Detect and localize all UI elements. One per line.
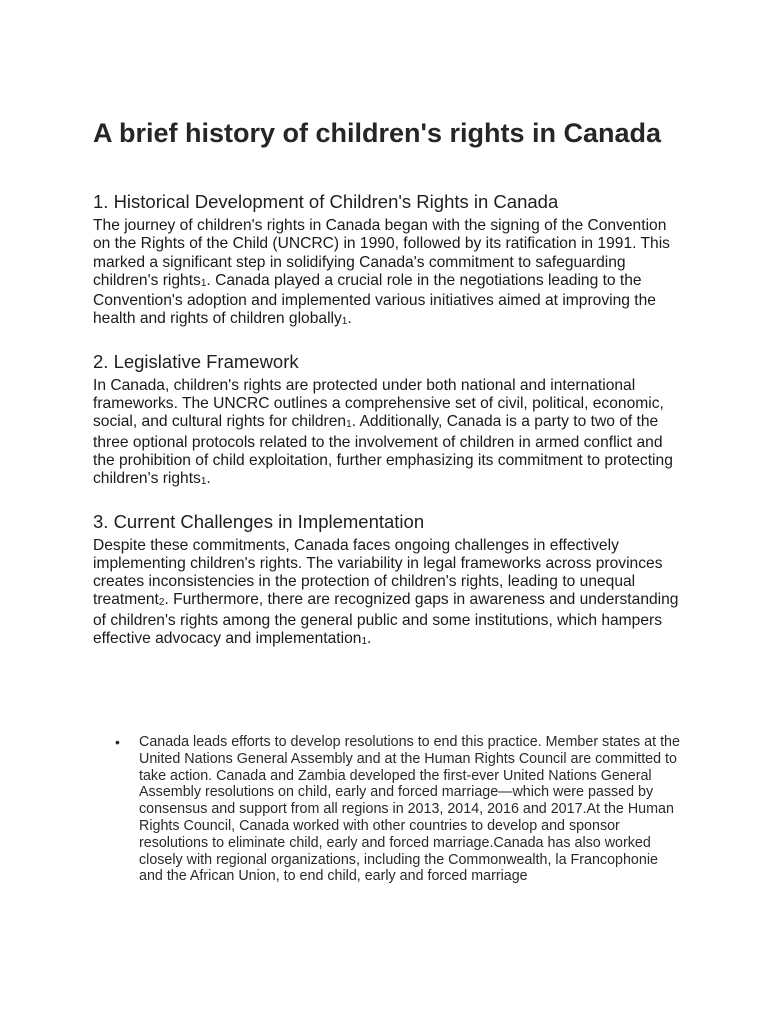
footnote-ref: 1 (346, 419, 352, 431)
footnote-ref: 1 (200, 277, 207, 289)
document-page (93, 118, 683, 650)
bullet-text: Canada leads efforts to develop resolutions to end this practice. Member states at the United Nations General Assembly and at the Human Rights Council are committed to take action. Canada and Zambia developed the first-ever United Nations General Assembly resolutions on child, early and forced marriage—which were passed by consensus and support from all regions in 2013, 2014, 2016 and 2017.At the Human Rights Council, Canada worked with other countries to develop and sponsor resolutions to eliminate child, early and forced marriage.Canada has also worked closely with regional organizations, including the Commonwealth, la Francophonie and the African Union, to end child, early and forced marriage (139, 734, 680, 885)
section-2-text-c: . (206, 470, 211, 488)
footnote-ref: 1 (361, 636, 367, 648)
footnote-ref: 1 (341, 316, 348, 328)
section-1-paragraph (93, 217, 683, 331)
section-3-text-b: . Furthermore, there are recognized gaps in awareness and understanding of children's rights among the general public and some institutions, which hampers effective advocacy and implementation (93, 591, 679, 648)
section-2-text-b: . Additionally, Canada is a party to two of the three optional protocols related to the involvement of children in armed conflict and the prohibition of child exploitation, further emphasizing its commitment to protecting children's rights (93, 413, 673, 488)
section-3-text-c: . (367, 630, 372, 648)
section-3-text-a: Despite these commitments, Canada faces ongoing challenges in effectively implementing children's rights. The variability in legal frameworks across provinces creates inconsistencies in the protection of children's rights, leading to unequal treatment (93, 536, 663, 609)
bullet-icon: • (115, 734, 120, 750)
footnote-ref: 2 (158, 597, 165, 609)
section-1-text-c: . (347, 310, 352, 328)
footnote-ref: 1 (200, 476, 207, 488)
section-1-heading: 1. Historical Development of Children's Rights in Canada (93, 191, 559, 212)
section-1-text-a: The journey of children's rights in Canada began with the signing of the Convention on the Rights of the Child (UNCRC) in 1990, followed by its ratification in 1991. This marked a significant step in solidifying Canada's commitment to safeguarding children's rights (93, 217, 670, 289)
section-3-heading: 3. Current Challenges in Implementation (93, 510, 425, 532)
title-block (93, 118, 683, 181)
document-title: A brief history of children's rights in Canada (93, 118, 662, 148)
section-3-paragraph (93, 537, 683, 651)
section-2-paragraph (93, 377, 683, 491)
section-2-heading: 2. Legislative Framework (93, 350, 299, 372)
section-2-text-a: In Canada, children's rights are protected under both national and international frameworks. The UNCRC outlines a comprehensive set of civil, political, economic, social, and cultural rights for children (93, 376, 664, 431)
list-item (115, 734, 680, 885)
section-1-text-b: . Canada played a crucial role in the negotiations leading to the Convention's adoption and implemented various initiatives aimed at improving the health and rights of children globally (93, 271, 656, 328)
bullet-list (115, 734, 680, 885)
